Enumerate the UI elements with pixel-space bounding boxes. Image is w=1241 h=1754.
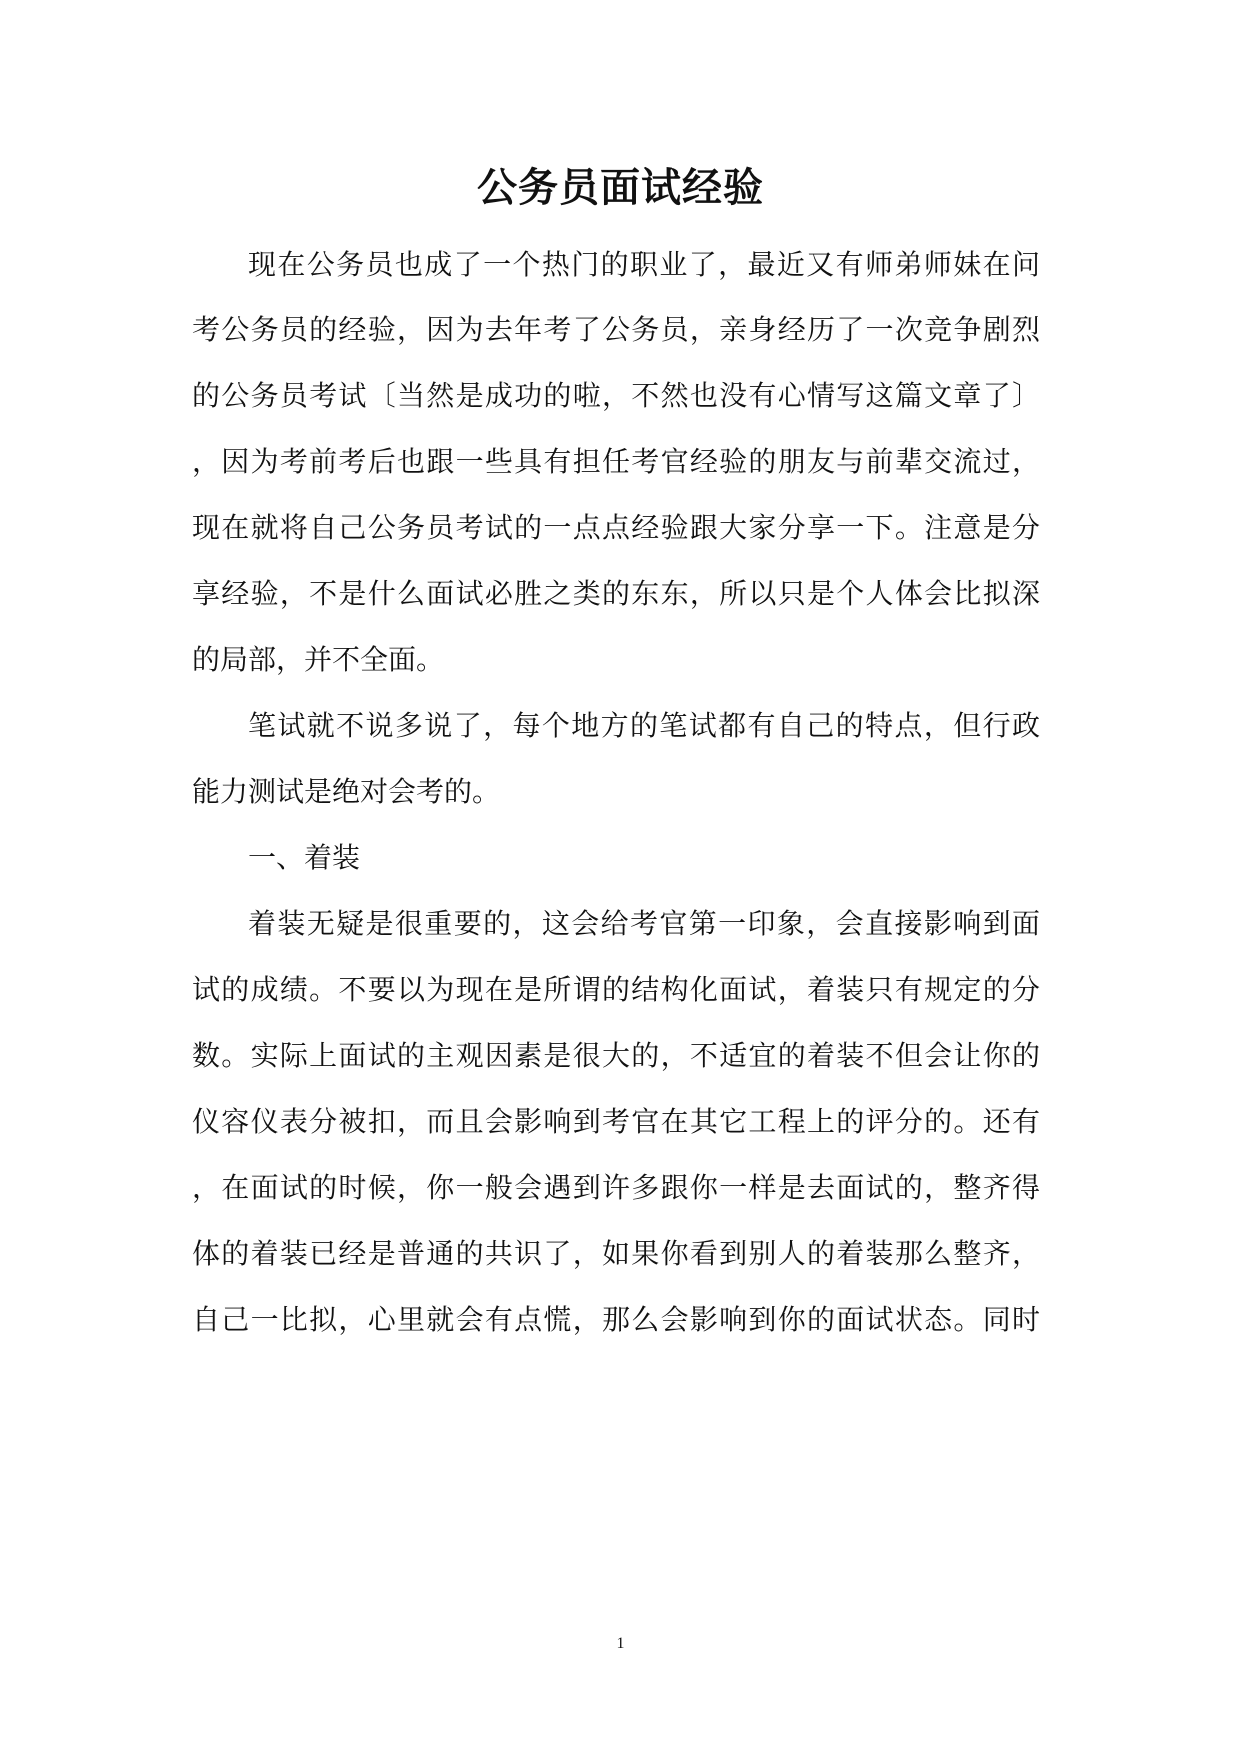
document-title: 公务员面试经验: [477, 164, 764, 211]
text-line: 享经验，不是什么面试必胜之类的东东，所以只是个人体会比拟深: [192, 577, 1040, 610]
text-line: ，在面试的时候，你一般会遇到许多跟你一样是去面试的，整齐得: [192, 1171, 1040, 1204]
page-number: 1: [616, 1635, 625, 1652]
text-line: 的公务员考试〔当然是成功的啦，不然也没有心情写这篇文章了〕: [192, 379, 1040, 412]
text-line: 现在公务员也成了一个热门的职业了，最近又有师弟师妹在问: [248, 248, 1040, 281]
text-line: 现在就将自己公务员考试的一点点经验跟大家分享一下。注意是分: [192, 511, 1040, 544]
text-line: ，因为考前考后也跟一些具有担任考官经验的朋友与前辈交流过，: [192, 445, 1040, 478]
text-line: 能力测试是绝对会考的。: [192, 775, 501, 808]
text-line: 数。实际上面试的主观因素是很大的，不适宜的着装不但会让你的: [192, 1039, 1040, 1072]
text-line: 着装无疑是很重要的，这会给考官第一印象，会直接影响到面: [248, 907, 1040, 940]
text-line: 试的成绩。不要以为现在是所谓的结构化面试，着装只有规定的分: [192, 973, 1040, 1006]
text-line: 的局部，并不全面。: [192, 643, 445, 676]
section-heading: 一、着装: [248, 841, 361, 874]
text-line: 自己一比拟，心里就会有点慌，那么会影响到你的面试状态。同时: [192, 1303, 1040, 1336]
text-line: 体的着装已经是普通的共识了，如果你看到别人的着装那么整齐，: [192, 1237, 1040, 1270]
text-line: 考公务员的经验，因为去年考了公务员，亲身经历了一次竞争剧烈: [192, 313, 1040, 346]
text-line: 仪容仪表分被扣，而且会影响到考官在其它工程上的评分的。还有: [192, 1105, 1040, 1138]
text-line: 笔试就不说多说了，每个地方的笔试都有自己的特点，但行政: [248, 709, 1040, 742]
